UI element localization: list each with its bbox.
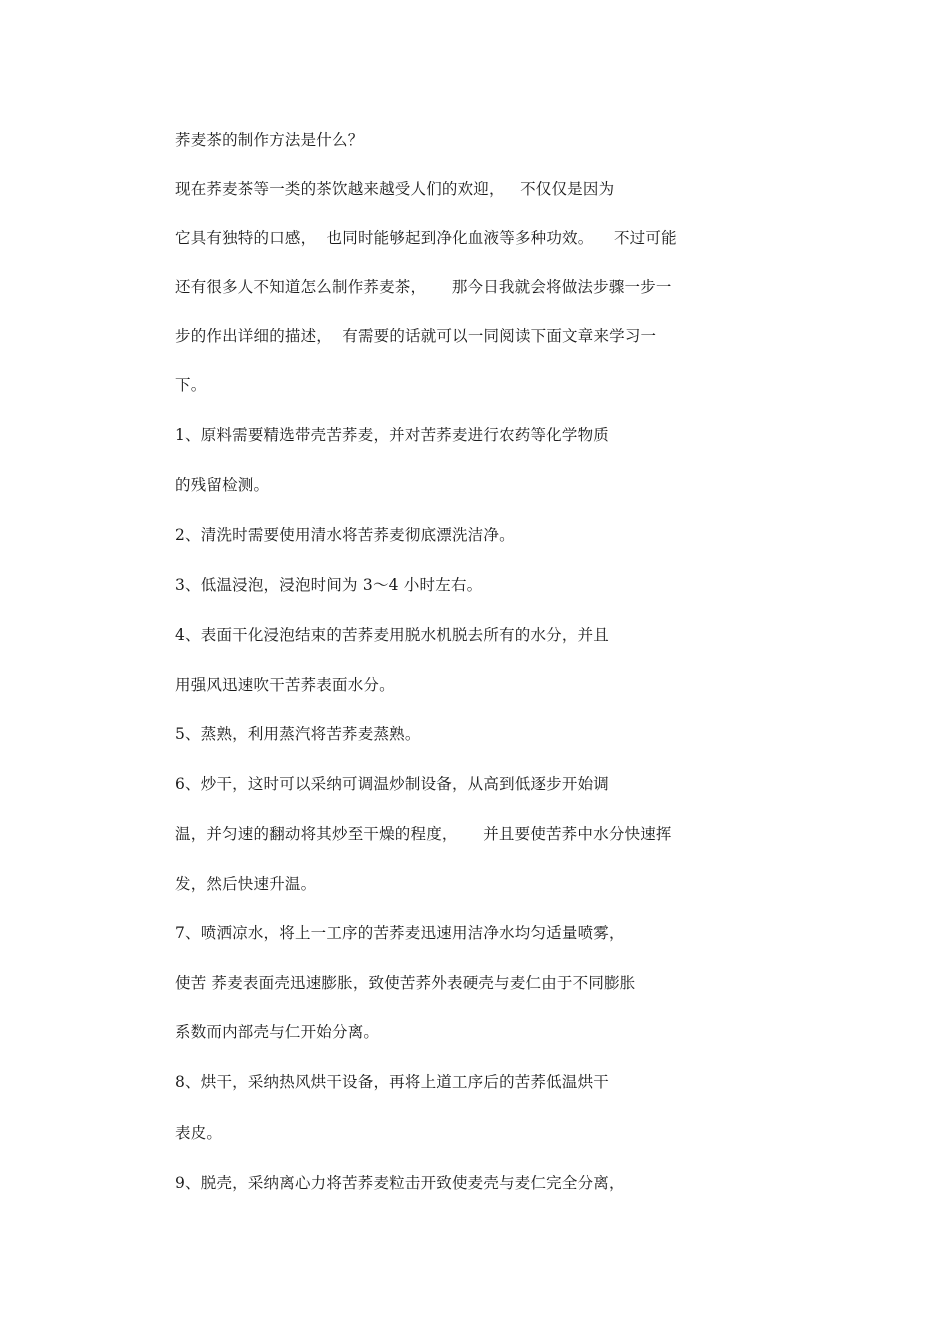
text-line: 5、蒸熟，利用蒸汽将苦荞麦蒸熟。 [175, 725, 421, 743]
text-line: 现在荞麦茶等一类的茶饮越来越受人们的欢迎， 不仅仅是因为 [175, 180, 615, 198]
text-line: 3、低温浸泡，浸泡时间为 3～4 小时左右。 [175, 576, 483, 594]
text-line: 步的作出详细的描述， 有需要的话就可以一同阅读下面文章来学习一 [175, 327, 657, 345]
text-line: 1、原料需要精选带壳苦荞麦，并对苦荞麦进行农药等化学物质 [175, 426, 609, 444]
text-line: 系数而内部壳与仁开始分离。 [175, 1023, 380, 1041]
text-line: 2、清洗时需要使用清水将苦荞麦彻底漂洗洁净。 [175, 526, 515, 544]
text-line: 表皮。 [175, 1124, 223, 1142]
text-line: 它具有独特的口感， 也同时能够起到净化血液等多种功效。 不过可能 [175, 229, 677, 247]
text-line: 7、喷洒凉水，将上一工序的苦荞麦迅速用洁净水均匀适量喷雾， [175, 924, 625, 942]
text-line: 还有很多人不知道怎么制作荞麦茶， 那今日我就会将做法步骤一步一 [175, 278, 672, 296]
document-title: 荞麦茶的制作方法是什么？ [175, 131, 364, 149]
text-line: 发，然后快速升温。 [175, 875, 317, 893]
text-line: 使苦 荞麦表面壳迅速膨胀，致使苦荞外表硬壳与麦仁由于不同膨胀 [175, 974, 636, 992]
text-line: 8、烘干，采纳热风烘干设备，再将上道工序后的苦荞低温烘干 [175, 1073, 609, 1091]
text-line: 9、脱壳，采纳离心力将苦荞麦粒击开致使麦壳与麦仁完全分离， [175, 1174, 625, 1192]
text-line: 下。 [175, 376, 207, 394]
text-line: 的残留检测。 [175, 476, 270, 494]
text-line: 用强风迅速吹干苦荞表面水分。 [175, 676, 395, 694]
text-line: 6、炒干，这时可以采纳可调温炒制设备，从高到低逐步开始调 [175, 775, 609, 793]
text-line: 温，并匀速的翻动将其炒至干燥的程度， 并且要使苦荞中水分快速挥 [175, 825, 672, 843]
text-line: 4、表面干化浸泡结束的苦荞麦用脱水机脱去所有的水分，并且 [175, 626, 609, 644]
